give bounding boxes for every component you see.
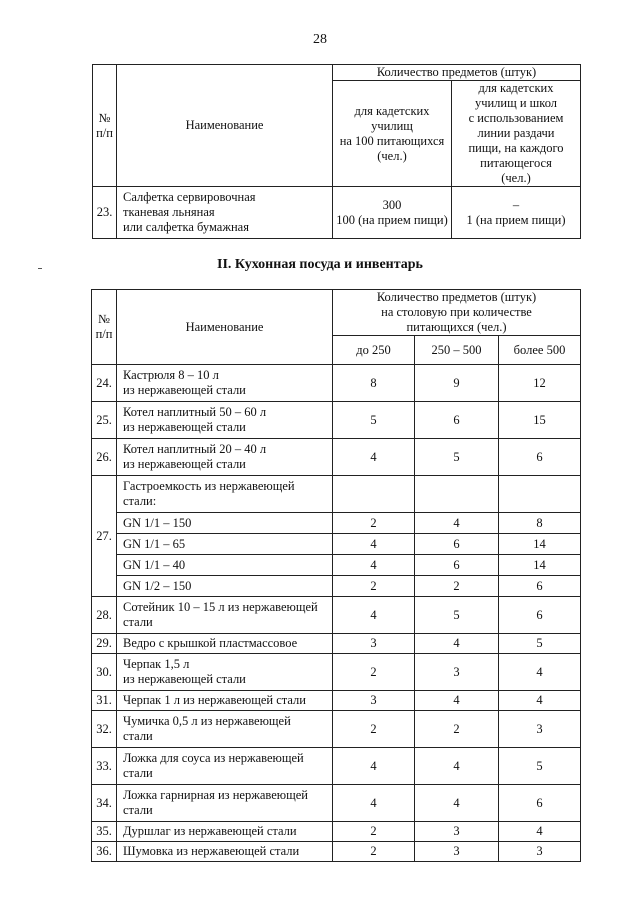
cell-line: 2 — [370, 721, 377, 736]
row-qty-250-500 — [415, 439, 499, 476]
table-row — [92, 402, 581, 439]
cell-line: 2 — [453, 721, 460, 736]
cell-line: Шумовка из нержавеющей стали — [123, 844, 300, 858]
row-qty-250-500 — [415, 513, 499, 534]
row-qty-over-500 — [499, 576, 581, 597]
row-num — [92, 785, 117, 822]
header-name — [117, 290, 333, 365]
row-qty-up-to-250 — [333, 439, 415, 476]
cell-line: 9 — [453, 375, 460, 390]
cell-line: из нержавеющей стали — [123, 672, 246, 686]
cell-line: училищ — [371, 118, 413, 133]
cell-line: Котел наплитный 20 – 40 л — [123, 442, 267, 456]
row-name — [117, 365, 333, 402]
table-row — [92, 476, 581, 513]
cell-line: 2 — [370, 515, 377, 530]
row-num — [92, 842, 117, 862]
row-qty-250-500 — [415, 691, 499, 711]
row-num — [92, 476, 117, 597]
cell-line: или салфетка бумажная — [123, 220, 249, 234]
cell-line: 4 — [370, 795, 377, 810]
cell-line: с использованием — [468, 111, 564, 125]
cell-line: 2 — [370, 824, 377, 838]
table-row — [92, 365, 581, 402]
table-row — [92, 597, 581, 634]
cell-line: Котел наплитный 50 – 60 л — [123, 405, 267, 419]
cell-line: для кадетских — [478, 81, 554, 95]
cell-line: 8 — [370, 375, 377, 390]
cell-line: Ложка для соуса из нержавеющей — [123, 751, 304, 765]
cell-line: 6 — [453, 557, 460, 572]
cell-line: 4 — [370, 557, 377, 572]
cell-line: стали — [123, 615, 153, 629]
row-num — [92, 634, 117, 654]
table-row — [92, 822, 581, 842]
row-num — [92, 439, 117, 476]
cell-line: стали — [123, 729, 153, 743]
row-name — [117, 534, 333, 555]
cell-line: 34. — [96, 795, 112, 810]
cell-line: на 100 питающихся — [339, 133, 445, 148]
row-col-b — [452, 187, 581, 239]
row-qty-over-500 — [499, 785, 581, 822]
cell-line: 4 — [453, 636, 460, 650]
cell-line: 3 — [536, 844, 543, 858]
cell-line: п/п — [95, 327, 113, 341]
row-qty-up-to-250 — [333, 576, 415, 597]
cell-line: Кастрюля 8 – 10 л — [123, 368, 219, 382]
cell-line: 5 — [536, 758, 543, 773]
header-name — [117, 65, 333, 187]
table-row — [92, 785, 581, 822]
row-qty-250-500 — [415, 748, 499, 785]
row-qty-250-500 — [415, 365, 499, 402]
cell-line: Черпак 1,5 л — [123, 657, 190, 671]
row-qty-over-500 — [499, 439, 581, 476]
cell-line: 4 — [370, 758, 377, 773]
row-qty-250-500 — [415, 785, 499, 822]
cell-line: 5 — [536, 636, 543, 650]
row-qty-up-to-250 — [333, 597, 415, 634]
row-name — [117, 691, 333, 711]
row-qty-250-500 — [415, 654, 499, 691]
cell-line: 23. — [96, 205, 113, 219]
table-row — [92, 842, 581, 862]
cell-line: Количество предметов (штук) — [376, 65, 537, 79]
cell-line: 4 — [536, 693, 543, 707]
cell-line: 2 — [453, 578, 460, 593]
row-name — [117, 439, 333, 476]
row-num — [92, 822, 117, 842]
cell-line: 3 — [370, 636, 377, 650]
cell-line: 6 — [453, 412, 460, 427]
cell-line: 5 — [370, 412, 377, 427]
row-qty-250-500 — [415, 402, 499, 439]
table-row — [92, 439, 581, 476]
row-qty-up-to-250 — [333, 785, 415, 822]
cell-line: 26. — [96, 449, 112, 464]
row-qty-up-to-250 — [333, 513, 415, 534]
cell-line: 2 — [370, 578, 377, 593]
row-qty-over-500 — [499, 365, 581, 402]
cell-line: 5 — [453, 449, 460, 464]
cell-line: № — [98, 110, 111, 125]
cell-line: 4 — [370, 536, 377, 551]
cell-line: 33. — [96, 758, 112, 773]
cell-line: 6 — [536, 607, 543, 622]
cell-line: Дуршлаг из нержавеющей стали — [123, 824, 297, 838]
page-number: 28 — [313, 32, 327, 47]
row-name — [117, 187, 333, 239]
header-num — [92, 290, 117, 365]
section-title: II. Кухонная посуда и инвентарь — [217, 257, 423, 272]
row-qty-over-500 — [499, 555, 581, 576]
row-qty-up-to-250 — [333, 691, 415, 711]
row-qty-250-500 — [415, 534, 499, 555]
row-qty-250-500 — [415, 555, 499, 576]
header-col-cadet-schools-serving-line — [452, 81, 581, 187]
cell-line: пищи, на каждого — [468, 141, 564, 155]
row-name — [117, 634, 333, 654]
header-quantity-group — [333, 65, 581, 81]
cell-line: 6 — [536, 449, 543, 464]
cell-line: 32. — [96, 721, 112, 736]
row-num — [92, 654, 117, 691]
cell-line: 100 (на прием пищи) — [336, 212, 448, 227]
row-qty-250-500 — [415, 711, 499, 748]
cell-line: Черпак 1 л из нержавеющей стали — [123, 693, 306, 707]
cell-line: 3 — [453, 824, 460, 838]
row-qty-over-500 — [499, 748, 581, 785]
row-num — [92, 597, 117, 634]
row-col-a — [333, 187, 452, 239]
table-subrow — [92, 555, 581, 576]
cell-line: 1 (на прием пищи) — [466, 212, 566, 227]
row-qty-up-to-250 — [333, 748, 415, 785]
cell-line: Ложка гарнирная из нержавеющей — [123, 788, 308, 802]
row-name — [117, 513, 333, 534]
table-subrow — [92, 513, 581, 534]
row-qty-250-500 — [415, 822, 499, 842]
cell-line: 12 — [533, 375, 546, 390]
row-qty-up-to-250 — [333, 402, 415, 439]
cell-line: для кадетских — [354, 103, 430, 118]
row-qty-up-to-250 — [333, 842, 415, 862]
table-row — [92, 654, 581, 691]
table-kitchen-utensils — [91, 289, 581, 862]
cell-line: 250 – 500 — [431, 342, 482, 357]
cell-line: 300 — [382, 197, 402, 212]
row-qty-up-to-250 — [333, 711, 415, 748]
cell-line: 30. — [96, 664, 112, 679]
cell-line: Наименование — [185, 118, 264, 132]
row-num — [93, 187, 117, 239]
cell-line: (чел.) — [377, 148, 407, 163]
cell-line: 4 — [536, 824, 543, 838]
cell-line: из нержавеющей стали — [123, 420, 246, 434]
row-name — [117, 654, 333, 691]
cell-line: 25. — [96, 412, 112, 427]
row-qty-over-500 — [499, 822, 581, 842]
table-row — [92, 711, 581, 748]
row-name — [117, 711, 333, 748]
cell-line: 15 — [533, 412, 546, 427]
cell-line: № — [98, 312, 110, 326]
row-qty-over-500 — [499, 513, 581, 534]
cell-line: 14 — [533, 536, 546, 551]
row-qty-over-500 — [499, 634, 581, 654]
table-row — [92, 634, 581, 654]
cell-line: 3 — [453, 844, 460, 858]
cell-line: 31. — [96, 693, 112, 707]
cell-line: Гастроемкость из нержавеющей — [123, 479, 295, 493]
cell-line: Сотейник 10 – 15 л из нержавеющей — [123, 600, 318, 614]
row-qty-250-500 — [415, 842, 499, 862]
row-qty-up-to-250 — [333, 555, 415, 576]
row-num — [92, 711, 117, 748]
cell-line: 2 — [370, 844, 377, 858]
cell-line: на столовую при количестве — [381, 305, 532, 319]
cell-line: 27. — [96, 528, 112, 543]
cell-line: 2 — [370, 664, 377, 679]
row-group-title — [117, 476, 333, 513]
cell-line: училищ и школ — [474, 96, 558, 110]
row-name — [117, 597, 333, 634]
cell-line: 8 — [536, 515, 543, 530]
cell-line: Количество предметов (штук) — [376, 290, 537, 304]
cell-line: 4 — [536, 664, 543, 679]
cell-line: более 500 — [513, 342, 566, 357]
cell-line: 3 — [370, 693, 377, 707]
row-num — [92, 748, 117, 785]
header-col-cadet-schools — [333, 81, 452, 187]
row-qty-over-500 — [499, 711, 581, 748]
cell-line: 36. — [96, 844, 112, 858]
row-qty-up-to-250 — [333, 365, 415, 402]
header-num — [93, 65, 117, 187]
cell-line: – — [512, 197, 520, 212]
row-name — [117, 785, 333, 822]
row-num — [92, 365, 117, 402]
row-qty-over-500 — [499, 654, 581, 691]
row-qty-up-to-250 — [333, 476, 415, 513]
cell-line: стали — [123, 766, 153, 780]
row-qty-up-to-250 — [333, 822, 415, 842]
row-qty-over-500 — [499, 842, 581, 862]
table-serving-items — [92, 64, 581, 239]
cell-line: GN 1/1 – 40 — [123, 557, 186, 572]
cell-line: 28. — [96, 607, 112, 622]
row-qty-over-500 — [499, 476, 581, 513]
header-quantity-group — [333, 290, 581, 336]
cell-line: GN 1/1 – 65 — [123, 536, 186, 551]
cell-line: питающихся (чел.) — [406, 320, 507, 334]
row-num — [92, 402, 117, 439]
cell-line: п/п — [96, 125, 113, 140]
cell-line: (чел.) — [501, 171, 531, 185]
cell-line: 3 — [536, 721, 543, 736]
cell-line: GN 1/1 – 150 — [123, 515, 192, 530]
cell-line: 4 — [453, 515, 460, 530]
row-name — [117, 576, 333, 597]
cell-line: стали: — [123, 494, 157, 508]
header-col-up-to-250 — [333, 336, 415, 365]
cell-line: Чумичка 0,5 л из нержавеющей — [123, 714, 291, 728]
row-qty-250-500 — [415, 576, 499, 597]
row-name — [117, 842, 333, 862]
cell-line: из нержавеющей стали — [123, 383, 246, 397]
cell-line: 29. — [96, 636, 112, 650]
cell-line: Наименование — [185, 319, 264, 334]
row-name — [117, 555, 333, 576]
cell-line: 14 — [533, 557, 546, 572]
table-subrow — [92, 534, 581, 555]
cell-line: тканевая льняная — [123, 205, 215, 219]
row-qty-over-500 — [499, 534, 581, 555]
table-row — [92, 748, 581, 785]
row-qty-250-500 — [415, 634, 499, 654]
cell-line: 4 — [453, 693, 460, 707]
row-qty-over-500 — [499, 402, 581, 439]
table-row — [93, 187, 581, 239]
cell-line: Салфетка сервировочная — [123, 190, 256, 204]
cell-line: 24. — [96, 375, 112, 390]
header-col-250-500 — [415, 336, 499, 365]
row-qty-over-500 — [499, 597, 581, 634]
cell-line: 6 — [536, 795, 543, 810]
cell-line: стали — [123, 803, 153, 817]
row-name — [117, 822, 333, 842]
cell-line: 6 — [453, 536, 460, 551]
cell-line: 5 — [453, 607, 460, 622]
cell-line: 4 — [370, 607, 377, 622]
cell-line: Ведро с крышкой пластмассовое — [123, 636, 298, 650]
table-subrow — [92, 576, 581, 597]
header-col-over-500 — [499, 336, 581, 365]
cell-line: GN 1/2 – 150 — [123, 578, 192, 593]
row-qty-250-500 — [415, 476, 499, 513]
row-qty-up-to-250 — [333, 534, 415, 555]
cell-line: 35. — [96, 824, 112, 838]
row-name — [117, 748, 333, 785]
cell-line: питающегося — [480, 156, 552, 170]
cell-line: 4 — [370, 449, 377, 464]
row-qty-over-500 — [499, 691, 581, 711]
table-row — [92, 691, 581, 711]
cell-line: до 250 — [356, 342, 391, 357]
cell-line: линии раздачи — [477, 126, 555, 140]
row-qty-up-to-250 — [333, 634, 415, 654]
row-num — [92, 691, 117, 711]
row-name — [117, 402, 333, 439]
cell-line: 6 — [536, 578, 543, 593]
row-qty-up-to-250 — [333, 654, 415, 691]
cell-line: 4 — [453, 795, 460, 810]
cell-line: 4 — [453, 758, 460, 773]
row-qty-250-500 — [415, 597, 499, 634]
cell-line: из нержавеющей стали — [123, 457, 246, 471]
cell-line: 3 — [453, 664, 460, 679]
